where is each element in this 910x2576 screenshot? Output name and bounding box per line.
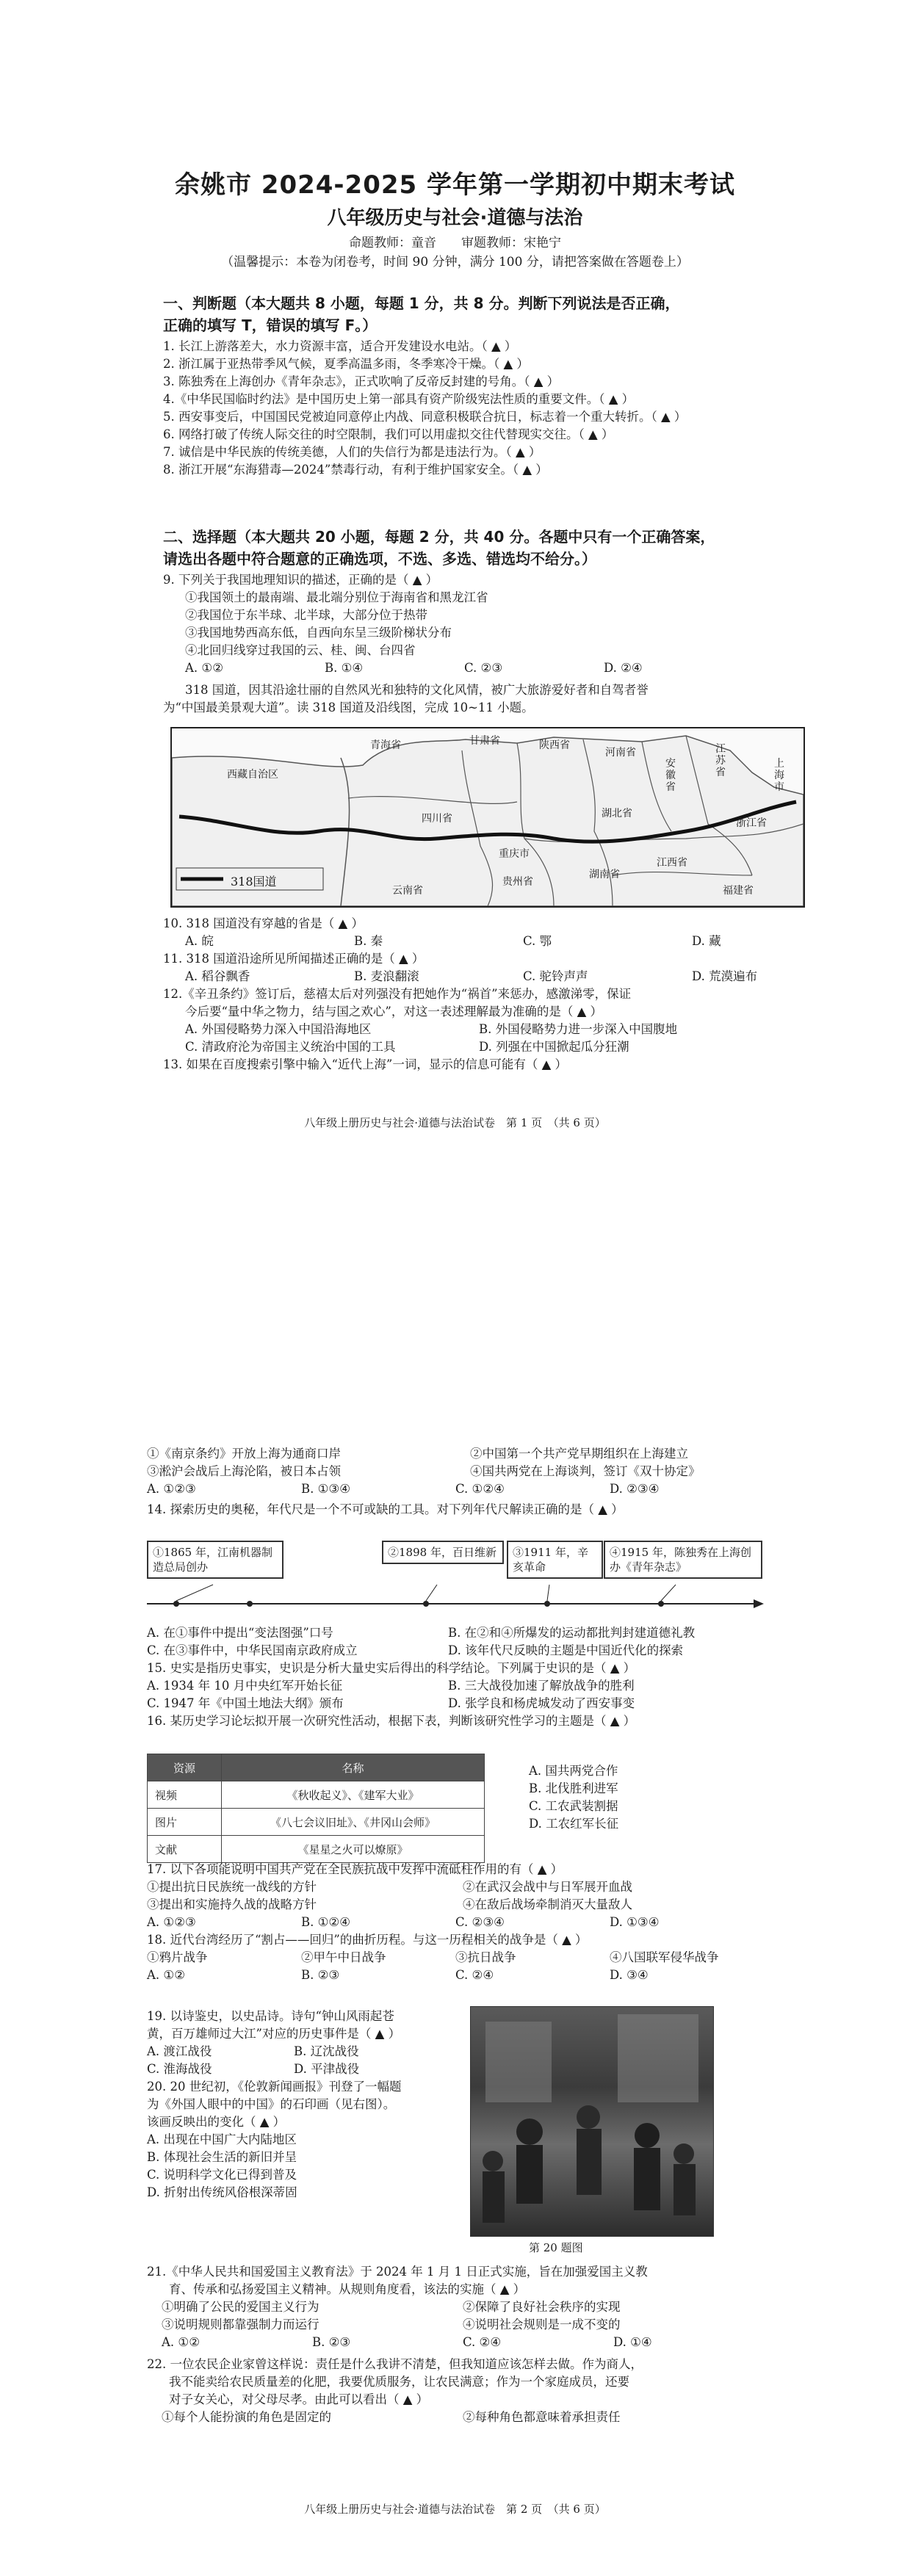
question-19-20: 19. 以诗鉴史，以史品诗。诗句“钟山风雨起苍 黄，百万雄师过大江”对应的历史事件是（ ▲ ） A. 渡江战役 B. 辽沈战役 C. 淮海战役 D. 平津战役 20. 20 世纪初，《伦敦新闻画报》刊登了一幅题 为《外国人眼中的中国》的石印画（见右图）。 该画反映出的变化（ ▲ ） A. 出现在中国广大内陆地区 B. 体现社会生活的新旧并呈 C. 说明科学文化已得到普及 D. 折射出传统风俗根深蒂固 (147, 2008, 470, 2201)
table-cell: 《八七会议旧址》、《井冈山会师》 (222, 1809, 485, 1836)
option-b[interactable]: B. ①④ (325, 661, 364, 675)
lithograph-figures (471, 2007, 713, 2236)
judgement-item: 6. 网络打破了传统人际交往的时空限制，我们可以用虚拟交往代替现实交往。（ ▲ ） (163, 427, 614, 441)
option-c[interactable]: C. ②③ (464, 661, 503, 675)
option-a[interactable]: A. ①② (162, 2335, 200, 2349)
answer-options (163, 1021, 751, 1038)
judgement-item: 1. 长江上游落差大，水力资源丰富，适合开发建设水电站。（ ▲ ） (163, 339, 517, 353)
option-c[interactable]: C. 淮海战役 (147, 2062, 212, 2076)
answer-options (147, 1695, 764, 1712)
statement: ①提出抗日民族统一战线的方针 (147, 1880, 317, 1894)
map-label-jiangxi: 江西省 (657, 857, 687, 869)
option-b[interactable]: B. ②③ (301, 1968, 340, 1982)
option-a[interactable]: A. 1934 年 10 月中央红军开始长征 (147, 1679, 343, 1693)
option-c[interactable]: C. 鄂 (523, 934, 552, 948)
answer-options (147, 1967, 764, 1984)
route-318-map (170, 727, 805, 908)
map-label-hunan: 湖南省 (589, 869, 620, 880)
option-d[interactable]: D. 该年代尺反映的主题是中国近代化的探索 (448, 1643, 684, 1657)
statement: ①明确了公民的爱国主义行为 (162, 2300, 319, 2314)
table-header-cell: 名称 (222, 1754, 485, 1781)
question-14-options (147, 1624, 764, 1730)
statement: ①每个人能扮演的角色是固定的 (162, 2410, 331, 2424)
option-a[interactable]: A. 出现在中国广大内陆地区 (147, 2132, 297, 2146)
map-label-guizhou: 贵州省 (502, 876, 533, 888)
table-header-cell: 资源 (148, 1754, 222, 1781)
question-stem: 14. 探索历史的奥秘，年代尺是一个不可或缺的工具。对下列年代尺解读正确的是（ ▲ ） (147, 1502, 624, 1516)
statement: ④北回归线穿过我国的云、桂、闽、台四省 (185, 643, 416, 657)
statement: ①《南京条约》开放上海为通商口岸 (147, 1447, 341, 1461)
option-c[interactable]: C. 在③事件中，中华民国南京政府成立 (147, 1643, 358, 1657)
question-21-22: 21.《中华人民共和国爱国主义教育法》于 2024 年 1 月 1 日正式实施，旨在加强爱国主义教 育、传承和弘扬爱国主义精神。从规则角度看，该法的实施（ ▲ ） ①明确了公民的爱国主义行为 ②保障了良好社会秩序的实现 ③说明规则都靠强制力而运行 ④说明社会规则是一成不变的 A. ①② B. ②③ C. ②④ D. ①④ 22. 一位农民企业家曾这样说：责任是什么我讲不清楚，但我知道应该怎样去做。作为商人， 我不能卖给农民质量差的化肥，我要优质服务，让农民满意；作为一个家庭成员，还要 对子女关心，对父母尽孝。由此可以看出（ ▲ ） ①每个人能扮演的角色是固定的 ②每种角色都意味着承担责任 (147, 2263, 764, 2426)
statement: ①鸦片战争 (147, 1950, 208, 1964)
table-row (148, 1781, 485, 1809)
map-label-zhejiang: 浙江省 (736, 817, 767, 829)
map-label-fujian: 福建省 (723, 885, 754, 897)
timeline (147, 1541, 764, 1621)
option-a[interactable]: A. ①② (185, 661, 223, 675)
option-b[interactable]: B. 秦 (354, 934, 383, 948)
exam-title: 余姚市 2024-2025 学年第一学期初中期末考试 (174, 170, 736, 200)
option-c[interactable]: C. 清政府沦为帝国主义统治中国的工具 (185, 1040, 396, 1054)
question-16-options (529, 1762, 618, 1833)
question-stem: 13. 如果在百度搜索引擎中输入“近代上海”一词，显示的信息可能有（ ▲ ） (163, 1057, 568, 1071)
option-b[interactable]: B. 体现社会生活的新旧并呈 (147, 2150, 297, 2164)
map-label-qinghai: 青海省 (370, 739, 401, 751)
option-c[interactable]: C. ②③④ (455, 1915, 505, 1929)
option-a[interactable]: A. 国共两党合作 (529, 1764, 618, 1778)
map-label-henan: 河南省 (605, 747, 636, 759)
option-b[interactable]: B. ②③ (312, 2335, 351, 2349)
option-d[interactable]: D. 藏 (692, 934, 721, 948)
judgement-list (163, 338, 686, 479)
statement: ③抗日战争 (455, 1950, 516, 1964)
option-c[interactable]: C. 工农武装割据 (529, 1799, 618, 1813)
statement: ②保障了良好社会秩序的实现 (463, 2300, 621, 2314)
statement: ④在敌后战场牵制消灭大量敌人 (463, 1897, 632, 1911)
timeline-event: ④1915 年，陈独秀在上海创办《青年杂志》 (604, 1541, 762, 1579)
map-label-gansu: 甘肃省 (469, 735, 500, 747)
exam-page-2 (0, 1439, 910, 2576)
option-d[interactable]: D. ①③④ (610, 1915, 660, 1929)
statement: ④国共两党在上海谈判，签订《双十协定》 (470, 1464, 701, 1478)
map-label-sichuan: 四川省 (422, 813, 452, 825)
question-stem: 17. 以下各项能说明中国共产党在全民族抗战中发挥中流砥柱作用的有（ ▲ ） (147, 1862, 563, 1876)
judgement-item: 2. 浙江属于亚热带季风气候，夏季高温多雨，冬季寒冷干燥。（ ▲ ） (163, 357, 529, 371)
option-d[interactable]: D. 折射出传统风俗根深蒂固 (147, 2185, 297, 2199)
answer-options (147, 1624, 764, 1642)
answer-options (163, 1038, 751, 1056)
timeline-event: ①1865 年，江南机器制造总局创办 (147, 1541, 284, 1579)
map-label-anhui: 安徽省 (665, 758, 676, 793)
table-cell: 文献 (148, 1836, 222, 1863)
section-1-title: 一、判断题（本大题共 8 小题，每题 1 分，共 8 分。判断下列说法是否正确， 正确的填写 T，错误的填写 F。） (163, 294, 680, 334)
option-a[interactable]: A. ①②③ (147, 1915, 196, 1929)
passage-318: 318 国道，因其沿途壮丽的自然风光和独特的文化风情，被广大旅游爱好者和自驾者誉 为“中国最美景观大道”。读 318 国道及沿线图，完成 10~11 小题。 (163, 683, 649, 714)
judgement-item: 3. 陈独秀在上海创办《青年杂志》，正式吹响了反帝反封建的号角。（ ▲ ） (163, 375, 560, 388)
judgement-item: 7. 诚信是中华民族的传统美德，人们的失信行为都是违法行为。（ ▲ ） (163, 445, 541, 459)
answer-options (163, 933, 751, 950)
question-stem: 12.《辛丑条约》签订后，慈禧太后对列强没有把她作为“祸首”来惩办，感激涕零，保证 (163, 987, 632, 1001)
option-d[interactable]: D. ③④ (610, 1968, 649, 1982)
option-c[interactable]: C. 说明科学文化已得到普及 (147, 2168, 297, 2182)
option-c[interactable]: C. ②④ (463, 2335, 502, 2349)
statement: ④说明社会规则是一成不变的 (463, 2318, 621, 2331)
question-17-18 (147, 1861, 764, 1984)
page-footer: 八年级上册历史与社会·道德与法治试卷 第 2 页 （共 6 页） (304, 2503, 606, 2516)
map-label-tibet: 西藏自治区 (227, 769, 278, 781)
statement: ④八国联军侵华战争 (610, 1950, 719, 1964)
resource-table (147, 1754, 485, 1863)
exam-subtitle: 八年级历史与社会·道德与法治 (327, 207, 583, 229)
statement: ②甲午中日战争 (301, 1950, 386, 1964)
option-a[interactable]: A. 在①事件中提出“变法图强”口号 (147, 1626, 333, 1640)
street-scene-lithograph (470, 2006, 714, 2237)
timeline-event: ②1898 年，百日维新 (382, 1541, 504, 1564)
table-cell: 视频 (148, 1781, 222, 1809)
table-row (148, 1836, 485, 1863)
map-label-hubei: 湖北省 (602, 808, 632, 820)
answer-options (147, 2334, 764, 2351)
option-b[interactable]: B. 辽沈战役 (294, 2044, 359, 2058)
option-d[interactable]: D. ②③④ (610, 1482, 660, 1496)
timeline-event: ③1911 年，辛亥革命 (507, 1541, 603, 1579)
option-c[interactable]: C. 1947 年《中国土地法大纲》颁布 (147, 1696, 344, 1710)
option-c[interactable]: C. ①②④ (455, 1482, 505, 1496)
option-d[interactable]: D. ②④ (604, 661, 643, 675)
question-stem: 9. 下列关于我国地理知识的描述，正确的是（ ▲ ） (163, 573, 438, 587)
question-stem: 21.《中华人民共和国爱国主义教育法》于 2024 年 1 月 1 日正式实施，旨在加强爱国主义教 (147, 2265, 648, 2279)
option-d[interactable]: D. 列强在中国掀起瓜分狂潮 (479, 1040, 629, 1054)
answer-options (147, 1914, 764, 1931)
question-stem: 22. 一位农民企业家曾这样说：责任是什么我讲不清楚，但我知道应该怎样去做。作为商人， (147, 2357, 643, 2371)
option-c[interactable]: C. 驼铃声声 (523, 969, 588, 983)
option-a[interactable]: A. ①②③ (147, 1482, 196, 1496)
question-stem: 18. 近代台湾经历了“割占——回归”的曲折历程。与这一历程相关的战争是（ ▲ ） (147, 1933, 588, 1947)
question-stem: 15. 史实是指历史事实，史识是分析大量史实后得出的科学结论。下列属于史识的是（ ▲ ） (147, 1661, 636, 1675)
option-d[interactable]: D. 工农红军长征 (529, 1817, 619, 1831)
map-label-shaanxi: 陕西省 (539, 739, 570, 751)
exam-page-1 (0, 0, 910, 1146)
answer-options (147, 1642, 764, 1660)
exam-notice: （温馨提示：本卷为闭卷考，时间 90 分钟，满分 100 分，请把答案做在答题卷上） (221, 255, 689, 269)
option-a[interactable]: A. ①② (147, 1968, 185, 1982)
option-b[interactable]: B. 三大战役加速了解放战争的胜利 (448, 1679, 635, 1693)
section-2-title: 二、选择题（本大题共 20 小题，每题 2 分，共 40 分。各题中只有一个正确答案， 请选出各题中符合题意的正确选项，不选、多选、错选均不给分。） (163, 528, 715, 568)
statement: ③淞沪会战后上海沦陷，被日本占领 (147, 1464, 341, 1478)
option-d[interactable]: D. ①④ (613, 2335, 652, 2349)
table-header-row (148, 1754, 485, 1781)
question-stem: 10. 318 国道没有穿越的省是（ ▲ ） (163, 916, 364, 930)
statement: ①我国领土的最南端、最北端分别位于海南省和黑龙江省 (185, 590, 488, 604)
option-d[interactable]: D. 平津战役 (294, 2062, 360, 2076)
option-c[interactable]: C. ②④ (455, 1968, 494, 1982)
table-row (148, 1809, 485, 1836)
statement: ③提出和实施持久战的战略方针 (147, 1897, 317, 1911)
option-d[interactable]: D. 张学良和杨虎城发动了西安事变 (448, 1696, 635, 1710)
question-10: 10. 318 国道没有穿越的省是（ ▲ ） A. 皖 B. 秦 C. 鄂 D. 藏 11. 318 国道沿途所见所闻描述正确的是（ ▲ ） A. 稻谷飘香 B. 麦浪翻滚 C. 驼铃声声 D. 荒漠遍布 12.《辛丑条约》签订后，慈禧太后对列强没有把她作为“祸首”来惩办，感激涕零，保证 今后要“量中华之物力，结与国之欢心”，对这一表述理解最为准确的是（ ▲ ） A. 外国侵略势力深入中国沿海地区 B. 外国侵略势力进一步深入中国腹地 C. 清政府沦为帝国主义统治中国的工具 D. 列强在中国掀起瓜分狂潮 13. 如果在百度搜索引擎中输入“近代上海”一词，显示的信息可能有（ ▲ ） (163, 915, 751, 1074)
answer-options (147, 1677, 764, 1695)
option-d[interactable]: D. 荒漠遍布 (692, 969, 758, 983)
map-label-chongqing: 重庆市 (499, 848, 530, 860)
statement: ③我国地势西高东低，自西向东呈三级阶梯状分布 (185, 626, 452, 640)
option-b[interactable]: B. 麦浪翻滚 (354, 969, 419, 983)
question-stem: 11. 318 国道沿途所见所闻描述正确的是（ ▲ ） (163, 952, 425, 966)
question-stem: 20. 20 世纪初，《伦敦新闻画报》刊登了一幅题 (147, 2080, 402, 2094)
option-b[interactable]: B. ①③④ (301, 1482, 350, 1496)
question-13-items (147, 1445, 764, 1519)
option-b[interactable]: B. 外国侵略势力进一步深入中国腹地 (479, 1022, 678, 1036)
table-cell: 《星星之火可以燎原》 (222, 1836, 485, 1863)
statement: ③说明规则都靠强制力而运行 (162, 2318, 319, 2331)
option-b[interactable]: B. 在②和④所爆发的运动都批判封建道德礼教 (448, 1626, 696, 1640)
statement: ②每种角色都意味着承担责任 (463, 2410, 621, 2424)
question-9 (163, 571, 751, 677)
answer-options (147, 1480, 764, 1498)
statement: ②中国第一个共产党早期组织在上海建立 (470, 1447, 688, 1461)
map-label-shanghai: 上海市 (774, 758, 784, 793)
map-legend-label: 318国道 (231, 875, 277, 889)
answer-options (163, 659, 751, 677)
statement: ②在武汉会战中与日军展开血战 (463, 1880, 632, 1894)
judgement-item: 8. 浙江开展“东海猎毒—2024”禁毒行动，有利于维护国家安全。（ ▲ ） (163, 463, 548, 477)
judgement-item: 4.《中华民国临时约法》是中国历史上第一部具有资产阶级宪法性质的重要文件。（ ▲ ） (163, 392, 635, 406)
statement: ②我国位于东半球、北半球，大部分位于热带 (185, 608, 427, 622)
page-footer: 八年级上册历史与社会·道德与法治试卷 第 1 页 （共 6 页） (304, 1116, 606, 1129)
map-label-yunnan: 云南省 (392, 885, 423, 897)
question-stem: 16. 某历史学习论坛拟开展一次研究性活动，根据下表，判断该研究性学习的主题是（ ▲ ） (147, 1714, 636, 1728)
answer-options (147, 2061, 470, 2078)
judgement-item: 5. 西安事变后，中国国民党被迫同意停止内战、同意积极联合抗日，标志着一个重大转折。（ ▲ ） (163, 410, 687, 424)
answer-options (163, 968, 758, 985)
table-cell: 图片 (148, 1809, 222, 1836)
option-a[interactable]: A. 稻谷飘香 (185, 969, 250, 983)
table-cell: 《秋收起义》、《建军大业》 (222, 1781, 485, 1809)
map-label-jiangsu: 江苏省 (715, 743, 726, 778)
exam-authors: 命题教师：童音 审题教师：宋艳宁 (349, 236, 561, 250)
option-b[interactable]: B. 北伐胜利进军 (529, 1781, 618, 1795)
option-a[interactable]: A. 皖 (185, 934, 214, 948)
timeline-axis (147, 1541, 764, 1621)
photo-caption: 第 20 题图 (529, 2241, 583, 2254)
option-a[interactable]: A. 渡江战役 (147, 2044, 212, 2058)
option-b[interactable]: B. ①②④ (301, 1915, 350, 1929)
question-stem: 19. 以诗鉴史，以史品诗。诗句“钟山风雨起苍 (147, 2009, 394, 2023)
answer-options (147, 2043, 470, 2061)
option-a[interactable]: A. 外国侵略势力深入中国沿海地区 (185, 1022, 372, 1036)
